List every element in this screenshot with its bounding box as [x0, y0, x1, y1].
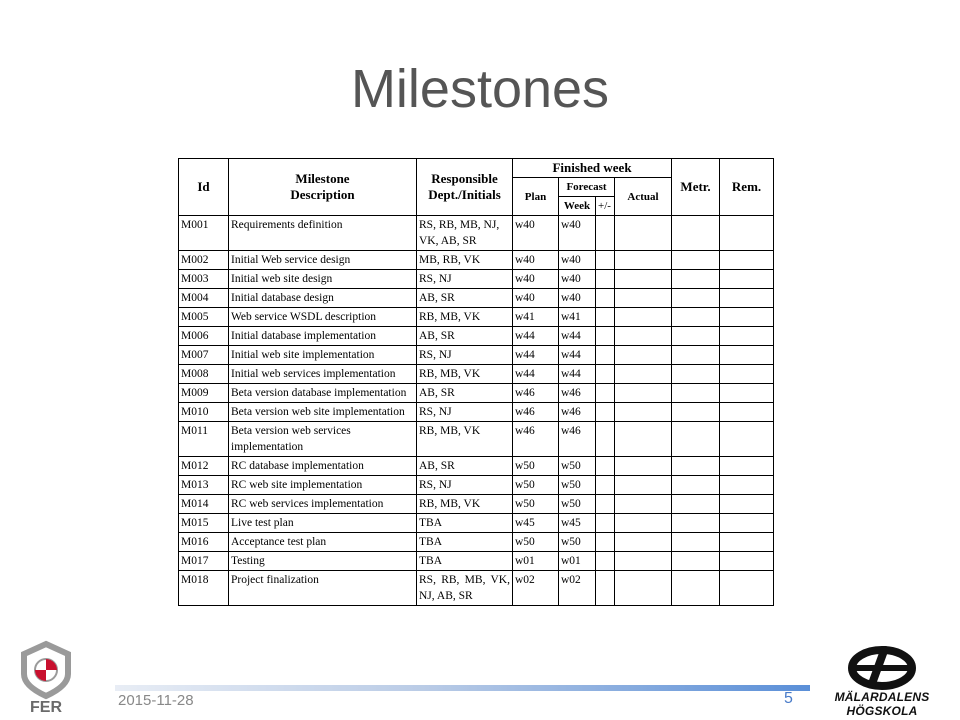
header-metr: Metr. — [672, 159, 720, 216]
table-row — [179, 476, 774, 495]
cell-forecast-week: w50 — [559, 495, 596, 514]
cell-id: M004 — [179, 289, 229, 308]
cell-id: M001 — [179, 216, 229, 251]
cell-id: M009 — [179, 384, 229, 403]
cell-id: M011 — [179, 422, 229, 457]
milestones-table-container — [178, 158, 773, 606]
cell-id: M003 — [179, 270, 229, 289]
cell-plan: w01 — [513, 552, 559, 571]
cell-responsible: RS, NJ — [417, 346, 513, 365]
cell-metr — [672, 384, 720, 403]
table-row — [179, 384, 774, 403]
cell-actual — [615, 533, 672, 552]
table-row — [179, 422, 774, 457]
cell-description: Initial database implementation — [229, 327, 417, 346]
cell-responsible: AB, SR — [417, 457, 513, 476]
cell-plus-minus — [596, 403, 615, 422]
header-description-line2: Description — [290, 187, 355, 202]
cell-plan: w50 — [513, 476, 559, 495]
cell-rem — [720, 289, 774, 308]
table-row — [179, 571, 774, 606]
header-responsible-line2: Dept./Initials — [428, 187, 501, 202]
cell-actual — [615, 365, 672, 384]
cell-plus-minus — [596, 365, 615, 384]
cell-forecast-week: w40 — [559, 270, 596, 289]
cell-forecast-week: w44 — [559, 365, 596, 384]
cell-plus-minus — [596, 308, 615, 327]
cell-rem — [720, 384, 774, 403]
cell-plus-minus — [596, 251, 615, 270]
cell-plus-minus — [596, 289, 615, 308]
cell-id: M014 — [179, 495, 229, 514]
cell-rem — [720, 270, 774, 289]
cell-rem — [720, 422, 774, 457]
cell-rem — [720, 327, 774, 346]
cell-responsible: TBA — [417, 514, 513, 533]
cell-description: Initial web site design — [229, 270, 417, 289]
cell-metr — [672, 365, 720, 384]
cell-actual — [615, 289, 672, 308]
table-row — [179, 327, 774, 346]
header-forecast: Forecast — [559, 178, 615, 197]
cell-plus-minus — [596, 327, 615, 346]
cell-plus-minus — [596, 384, 615, 403]
cell-plan: w40 — [513, 289, 559, 308]
table-row — [179, 533, 774, 552]
cell-forecast-week: w46 — [559, 403, 596, 422]
cell-description: Initial Web service design — [229, 251, 417, 270]
cell-id: M008 — [179, 365, 229, 384]
cell-description: Acceptance test plan — [229, 533, 417, 552]
table-row — [179, 270, 774, 289]
cell-forecast-week: w01 — [559, 552, 596, 571]
cell-plan: w50 — [513, 495, 559, 514]
cell-plus-minus — [596, 552, 615, 571]
cell-description: Requirements definition — [229, 216, 417, 251]
cell-actual — [615, 457, 672, 476]
cell-forecast-week: w02 — [559, 571, 596, 606]
cell-responsible: RS, NJ — [417, 476, 513, 495]
cell-metr — [672, 422, 720, 457]
cell-rem — [720, 308, 774, 327]
cell-plus-minus — [596, 533, 615, 552]
table-row — [179, 552, 774, 571]
cell-rem — [720, 476, 774, 495]
cell-description: Initial web services implementation — [229, 365, 417, 384]
cell-forecast-week: w46 — [559, 384, 596, 403]
cell-metr — [672, 403, 720, 422]
cell-responsible: AB, SR — [417, 327, 513, 346]
cell-responsible: RS, NJ — [417, 403, 513, 422]
header-actual: Actual — [615, 178, 672, 216]
cell-description: Beta version web services implementation — [229, 422, 417, 457]
cell-description: RC web services implementation — [229, 495, 417, 514]
cell-id: M002 — [179, 251, 229, 270]
cell-rem — [720, 403, 774, 422]
cell-metr — [672, 476, 720, 495]
cell-description: Initial database design — [229, 289, 417, 308]
cell-rem — [720, 457, 774, 476]
cell-id: M013 — [179, 476, 229, 495]
cell-responsible: RS, RB, MB, VK, NJ, AB, SR — [417, 571, 513, 606]
cell-description: RC database implementation — [229, 457, 417, 476]
cell-forecast-week: w45 — [559, 514, 596, 533]
cell-rem — [720, 495, 774, 514]
cell-plan: w44 — [513, 365, 559, 384]
cell-plan: w45 — [513, 514, 559, 533]
cell-description: Testing — [229, 552, 417, 571]
cell-metr — [672, 346, 720, 365]
cell-plan: w40 — [513, 216, 559, 251]
cell-metr — [672, 495, 720, 514]
mdh-logo-text: MÄLARDALENS HÖGSKOLA — [834, 690, 930, 718]
table-row — [179, 514, 774, 533]
cell-plan: w46 — [513, 384, 559, 403]
header-id: Id — [179, 159, 229, 216]
cell-plan: w40 — [513, 251, 559, 270]
cell-plus-minus — [596, 514, 615, 533]
cell-metr — [672, 308, 720, 327]
cell-description: Beta version web site implementation — [229, 403, 417, 422]
cell-rem — [720, 552, 774, 571]
cell-plus-minus — [596, 270, 615, 289]
cell-actual — [615, 346, 672, 365]
cell-id: M018 — [179, 571, 229, 606]
cell-plus-minus — [596, 346, 615, 365]
table-row — [179, 289, 774, 308]
cell-forecast-week: w40 — [559, 251, 596, 270]
cell-responsible: RS, NJ — [417, 270, 513, 289]
cell-description: RC web site implementation — [229, 476, 417, 495]
cell-actual — [615, 403, 672, 422]
cell-responsible: RB, MB, VK — [417, 365, 513, 384]
header-rem: Rem. — [720, 159, 774, 216]
header-plan: Plan — [513, 178, 559, 216]
cell-description: Initial web site implementation — [229, 346, 417, 365]
cell-actual — [615, 552, 672, 571]
cell-metr — [672, 327, 720, 346]
cell-metr — [672, 289, 720, 308]
table-header — [179, 159, 774, 216]
cell-description: Project finalization — [229, 571, 417, 606]
cell-metr — [672, 571, 720, 606]
slide-title: Milestones — [350, 59, 610, 119]
cell-actual — [615, 571, 672, 606]
cell-rem — [720, 365, 774, 384]
cell-responsible: RB, MB, VK — [417, 422, 513, 457]
cell-id: M016 — [179, 533, 229, 552]
table-row — [179, 403, 774, 422]
cell-description: Live test plan — [229, 514, 417, 533]
cell-responsible: TBA — [417, 552, 513, 571]
cell-forecast-week: w44 — [559, 327, 596, 346]
cell-plan: w46 — [513, 403, 559, 422]
cell-forecast-week: w40 — [559, 289, 596, 308]
milestones-table — [178, 158, 774, 606]
cell-forecast-week: w50 — [559, 457, 596, 476]
cell-forecast-week: w44 — [559, 346, 596, 365]
cell-forecast-week: w41 — [559, 308, 596, 327]
cell-description: Web service WSDL description — [229, 308, 417, 327]
cell-plan: w40 — [513, 270, 559, 289]
header-responsible — [417, 159, 513, 216]
cell-actual — [615, 327, 672, 346]
cell-plus-minus — [596, 476, 615, 495]
cell-actual — [615, 476, 672, 495]
fer-logo-text: FER — [30, 699, 62, 715]
cell-metr — [672, 270, 720, 289]
malardalens-hogskola-logo — [812, 646, 952, 718]
cell-id: M017 — [179, 552, 229, 571]
cell-actual — [615, 251, 672, 270]
cell-actual — [615, 422, 672, 457]
cell-forecast-week: w40 — [559, 216, 596, 251]
cell-forecast-week: w50 — [559, 533, 596, 552]
cell-metr — [672, 552, 720, 571]
fer-logo-icon — [18, 640, 74, 715]
cell-rem — [720, 346, 774, 365]
cell-plan: w41 — [513, 308, 559, 327]
cell-rem — [720, 514, 774, 533]
cell-id: M012 — [179, 457, 229, 476]
cell-id: M015 — [179, 514, 229, 533]
cell-id: M005 — [179, 308, 229, 327]
cell-actual — [615, 514, 672, 533]
cell-id: M007 — [179, 346, 229, 365]
cell-responsible: RS, RB, MB, NJ, VK, AB, SR — [417, 216, 513, 251]
cell-actual — [615, 384, 672, 403]
table-row — [179, 308, 774, 327]
header-plus-minus: +/- — [596, 197, 615, 216]
cell-actual — [615, 216, 672, 251]
cell-actual — [615, 308, 672, 327]
cell-metr — [672, 533, 720, 552]
footer-gradient-bar — [115, 685, 810, 691]
page-number: 5 — [784, 690, 793, 707]
cell-id: M010 — [179, 403, 229, 422]
cell-responsible: MB, RB, VK — [417, 251, 513, 270]
cell-responsible: AB, SR — [417, 289, 513, 308]
cell-plus-minus — [596, 422, 615, 457]
cell-plan: w46 — [513, 422, 559, 457]
table-row — [179, 346, 774, 365]
cell-metr — [672, 251, 720, 270]
cell-responsible: RB, MB, VK — [417, 308, 513, 327]
cell-actual — [615, 270, 672, 289]
cell-metr — [672, 514, 720, 533]
fer-logo — [18, 640, 74, 715]
cell-rem — [720, 251, 774, 270]
header-description — [229, 159, 417, 216]
header-responsible-line1: Responsible — [431, 171, 498, 186]
cell-forecast-week: w50 — [559, 476, 596, 495]
table-row — [179, 365, 774, 384]
cell-plan: w50 — [513, 457, 559, 476]
cell-responsible: TBA — [417, 533, 513, 552]
cell-plus-minus — [596, 216, 615, 251]
header-finished-week: Finished week — [513, 159, 672, 178]
header-week: Week — [559, 197, 596, 216]
cell-plus-minus — [596, 571, 615, 606]
cell-plus-minus — [596, 457, 615, 476]
cell-rem — [720, 216, 774, 251]
cell-responsible: AB, SR — [417, 384, 513, 403]
cell-rem — [720, 571, 774, 606]
cell-plan: w44 — [513, 327, 559, 346]
cell-forecast-week: w46 — [559, 422, 596, 457]
cell-description: Beta version database implementation — [229, 384, 417, 403]
cell-metr — [672, 216, 720, 251]
header-description-line1: Milestone — [295, 171, 350, 186]
cell-responsible: RB, MB, VK — [417, 495, 513, 514]
cell-plan: w44 — [513, 346, 559, 365]
table-row — [179, 251, 774, 270]
mdh-emblem-icon — [812, 646, 952, 690]
table-row — [179, 457, 774, 476]
cell-plus-minus — [596, 495, 615, 514]
cell-metr — [672, 457, 720, 476]
table-body — [179, 216, 774, 606]
table-row — [179, 495, 774, 514]
cell-plan: w50 — [513, 533, 559, 552]
cell-rem — [720, 533, 774, 552]
cell-actual — [615, 495, 672, 514]
footer-date: 2015-11-28 — [118, 692, 194, 709]
cell-plan: w02 — [513, 571, 559, 606]
cell-id: M006 — [179, 327, 229, 346]
table-row — [179, 216, 774, 251]
